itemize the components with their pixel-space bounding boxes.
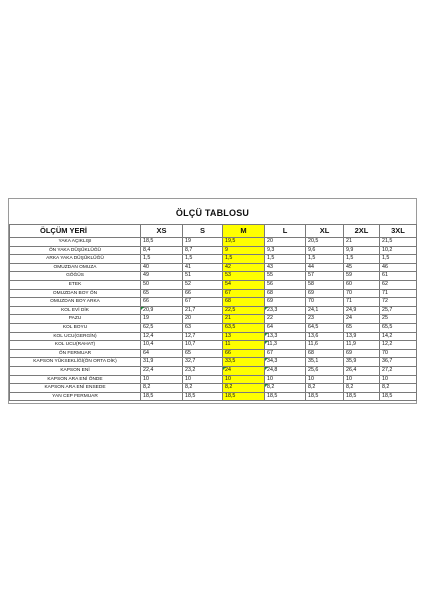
value-cell-s: 63	[183, 323, 223, 332]
value-cell-xs: 40	[141, 263, 183, 272]
value-cell-m: 21	[223, 315, 265, 324]
measurement-name: KOL UCU(RAHAT)	[10, 341, 141, 350]
value-cell-3xl: 25,7	[380, 306, 417, 315]
table-row	[10, 246, 417, 255]
value-cell-l: 23,3	[265, 306, 306, 315]
value-cell-3xl: 8,2	[380, 384, 417, 393]
value-cell-2xl: 65	[344, 323, 380, 332]
value-cell-xl: 8,2	[306, 384, 344, 393]
value-cell-xs: 18,5	[141, 238, 183, 247]
value-cell-2xl: 1,5	[344, 255, 380, 264]
value-cell-l: 68	[265, 289, 306, 298]
value-cell-l: 56	[265, 280, 306, 289]
value-cell-3xl: 21,5	[380, 238, 417, 247]
measurement-name: OMUZDAN BOY ÖN	[10, 289, 141, 298]
value-cell-xs: 31,9	[141, 358, 183, 367]
value-cell-xl: 9,6	[306, 246, 344, 255]
value-cell-m: 19,5	[223, 238, 265, 247]
value-cell-xs: 10,4	[141, 341, 183, 350]
value-cell-2xl: 59	[344, 272, 380, 281]
value-cell-s: 65	[183, 349, 223, 358]
measurement-name: ARKA YAKA DÜŞÜKLÜĞÜ	[10, 255, 141, 264]
value-cell-3xl: 14,2	[380, 332, 417, 341]
value-cell-xs: 64	[141, 349, 183, 358]
value-cell-s: 66	[183, 289, 223, 298]
value-cell-3xl: 71	[380, 289, 417, 298]
value-cell-3xl: 18,5	[380, 392, 417, 401]
table-row	[10, 384, 417, 393]
measurement-name: KAPSON ENİ	[10, 366, 141, 375]
table-row	[10, 392, 417, 401]
header-size-3xl: 3XL	[380, 225, 417, 238]
value-cell-2xl: 11,9	[344, 341, 380, 350]
value-cell-2xl: 71	[344, 298, 380, 307]
value-cell-s: 19	[183, 238, 223, 247]
value-cell-3xl: 10	[380, 375, 417, 384]
value-cell-xs: 10	[141, 375, 183, 384]
value-cell-xs: 1,5	[141, 255, 183, 264]
value-cell-l: 9,3	[265, 246, 306, 255]
value-cell-s: 8,7	[183, 246, 223, 255]
header-size-m: M	[223, 225, 265, 238]
measurement-name: KAPSON ARA ENİ ÖNDE	[10, 375, 141, 384]
value-cell-xl: 35,1	[306, 358, 344, 367]
value-cell-l: 34,3	[265, 358, 306, 367]
measurement-name: KOL EVİ DİK	[10, 306, 141, 315]
value-cell-l: 55	[265, 272, 306, 281]
value-cell-2xl: 69	[344, 349, 380, 358]
value-cell-m: 67	[223, 289, 265, 298]
value-cell-3xl: 10,2	[380, 246, 417, 255]
value-cell-m: 10	[223, 375, 265, 384]
value-cell-xl: 68	[306, 349, 344, 358]
value-cell-s: 8,2	[183, 384, 223, 393]
table-row	[10, 332, 417, 341]
value-cell-m: 42	[223, 263, 265, 272]
table-body	[10, 238, 417, 401]
value-cell-m: 68	[223, 298, 265, 307]
value-cell-s: 12,7	[183, 332, 223, 341]
value-cell-xs: 20,9	[141, 306, 183, 315]
value-cell-3xl: 65,5	[380, 323, 417, 332]
measurement-name: KAPSON ARA ENİ ENSEDE	[10, 384, 141, 393]
value-cell-xl: 57	[306, 272, 344, 281]
value-cell-l: 13,3	[265, 332, 306, 341]
value-cell-s: 67	[183, 298, 223, 307]
value-cell-2xl: 10	[344, 375, 380, 384]
table-row	[10, 289, 417, 298]
value-cell-xl: 25,6	[306, 366, 344, 375]
header-size-2xl: 2XL	[344, 225, 380, 238]
value-cell-m: 8,2	[223, 384, 265, 393]
value-cell-l: 10	[265, 375, 306, 384]
value-cell-xs: 22,4	[141, 366, 183, 375]
value-cell-xl: 18,5	[306, 392, 344, 401]
value-cell-2xl: 35,9	[344, 358, 380, 367]
value-cell-xs: 8,4	[141, 246, 183, 255]
table-row	[10, 272, 417, 281]
value-cell-2xl: 9,9	[344, 246, 380, 255]
table-row	[10, 366, 417, 375]
value-cell-2xl: 24,9	[344, 306, 380, 315]
table-row	[10, 315, 417, 324]
value-cell-2xl: 13,9	[344, 332, 380, 341]
value-cell-2xl: 26,4	[344, 366, 380, 375]
value-cell-s: 1,5	[183, 255, 223, 264]
value-cell-xl: 64,5	[306, 323, 344, 332]
measurement-name: YAN CEP FERMUAR	[10, 392, 141, 401]
value-cell-l: 24,8	[265, 366, 306, 375]
table-row	[10, 375, 417, 384]
value-cell-s: 51	[183, 272, 223, 281]
value-cell-l: 8,2	[265, 384, 306, 393]
value-cell-xl: 69	[306, 289, 344, 298]
header-size-l: L	[265, 225, 306, 238]
value-cell-2xl: 8,2	[344, 384, 380, 393]
value-cell-xl: 1,5	[306, 255, 344, 264]
chart-title: ÖLÇÜ TABLOSU	[175, 208, 250, 218]
value-cell-xs: 19	[141, 315, 183, 324]
value-cell-m: 54	[223, 280, 265, 289]
table-row	[10, 255, 417, 264]
value-cell-xl: 58	[306, 280, 344, 289]
table-row	[10, 349, 417, 358]
table-header-row	[10, 225, 417, 238]
value-cell-3xl: 72	[380, 298, 417, 307]
value-cell-s: 52	[183, 280, 223, 289]
value-cell-2xl: 45	[344, 263, 380, 272]
value-cell-s: 41	[183, 263, 223, 272]
value-cell-3xl: 61	[380, 272, 417, 281]
value-cell-m: 53	[223, 272, 265, 281]
header-size-xs: XS	[141, 225, 183, 238]
value-cell-xs: 65	[141, 289, 183, 298]
value-cell-xl: 44	[306, 263, 344, 272]
measurement-name: OMUZDAN BOY ARKA	[10, 298, 141, 307]
value-cell-s: 18,5	[183, 392, 223, 401]
measurement-name: GÖĞÜS	[10, 272, 141, 281]
value-cell-s: 21,7	[183, 306, 223, 315]
value-cell-2xl: 21	[344, 238, 380, 247]
measurement-name: KOL UCU(GERGİN)	[10, 332, 141, 341]
value-cell-xs: 49	[141, 272, 183, 281]
value-cell-2xl: 24	[344, 315, 380, 324]
value-cell-l: 1,5	[265, 255, 306, 264]
value-cell-3xl: 36,7	[380, 358, 417, 367]
value-cell-s: 10	[183, 375, 223, 384]
value-cell-s: 32,7	[183, 358, 223, 367]
measurement-name: PAZU	[10, 315, 141, 324]
value-cell-xl: 13,6	[306, 332, 344, 341]
value-cell-l: 67	[265, 349, 306, 358]
value-cell-m: 22,5	[223, 306, 265, 315]
value-cell-m: 24	[223, 366, 265, 375]
value-cell-l: 11,3	[265, 341, 306, 350]
measurement-name: YAKA AÇIKLIŞI	[10, 238, 141, 247]
measurement-name: KOL BOYU	[10, 323, 141, 332]
value-cell-2xl: 60	[344, 280, 380, 289]
value-cell-xs: 62,5	[141, 323, 183, 332]
value-cell-xs: 50	[141, 280, 183, 289]
value-cell-xs: 18,5	[141, 392, 183, 401]
table-row	[10, 263, 417, 272]
value-cell-3xl: 62	[380, 280, 417, 289]
measurement-name: KAPSON YÜKSEKLİĞİ(ÖN ORTA DİK)	[10, 358, 141, 367]
table-row	[10, 238, 417, 247]
table-row	[10, 306, 417, 315]
table-row	[10, 280, 417, 289]
value-cell-xl: 23	[306, 315, 344, 324]
value-cell-m: 9	[223, 246, 265, 255]
size-chart-sheet	[8, 198, 417, 404]
measurement-name: OMUZDAN OMUZA	[10, 263, 141, 272]
value-cell-l: 69	[265, 298, 306, 307]
header-measurement: ÖLÇÜM YERİ	[10, 225, 141, 238]
value-cell-s: 10,7	[183, 341, 223, 350]
value-cell-m: 66	[223, 349, 265, 358]
value-cell-xl: 70	[306, 298, 344, 307]
value-cell-3xl: 27,2	[380, 366, 417, 375]
value-cell-m: 33,5	[223, 358, 265, 367]
value-cell-3xl: 25	[380, 315, 417, 324]
measurement-name: ÖN YAKA DÜŞÜKLÜĞÜ	[10, 246, 141, 255]
table-row	[10, 323, 417, 332]
value-cell-m: 63,5	[223, 323, 265, 332]
header-size-s: S	[183, 225, 223, 238]
value-cell-xl: 10	[306, 375, 344, 384]
value-cell-l: 43	[265, 263, 306, 272]
value-cell-2xl: 18,5	[344, 392, 380, 401]
value-cell-3xl: 1,5	[380, 255, 417, 264]
value-cell-l: 64	[265, 323, 306, 332]
value-cell-3xl: 70	[380, 349, 417, 358]
value-cell-xs: 8,2	[141, 384, 183, 393]
value-cell-xl: 11,6	[306, 341, 344, 350]
value-cell-l: 20	[265, 238, 306, 247]
table-row	[10, 341, 417, 350]
table-row	[10, 358, 417, 367]
value-cell-2xl: 70	[344, 289, 380, 298]
size-table	[9, 224, 417, 401]
value-cell-m: 13	[223, 332, 265, 341]
value-cell-xl: 24,1	[306, 306, 344, 315]
value-cell-m: 11	[223, 341, 265, 350]
measurement-name: ÖN FERMUAR	[10, 349, 141, 358]
value-cell-l: 22	[265, 315, 306, 324]
value-cell-3xl: 46	[380, 263, 417, 272]
value-cell-m: 1,5	[223, 255, 265, 264]
value-cell-m: 18,5	[223, 392, 265, 401]
value-cell-3xl: 12,2	[380, 341, 417, 350]
table-row	[10, 298, 417, 307]
value-cell-s: 20	[183, 315, 223, 324]
value-cell-xs: 12,4	[141, 332, 183, 341]
value-cell-xs: 66	[141, 298, 183, 307]
value-cell-xl: 20,5	[306, 238, 344, 247]
measurement-name: ETEK	[10, 280, 141, 289]
value-cell-l: 18,5	[265, 392, 306, 401]
header-size-xl: XL	[306, 225, 344, 238]
value-cell-s: 23,2	[183, 366, 223, 375]
